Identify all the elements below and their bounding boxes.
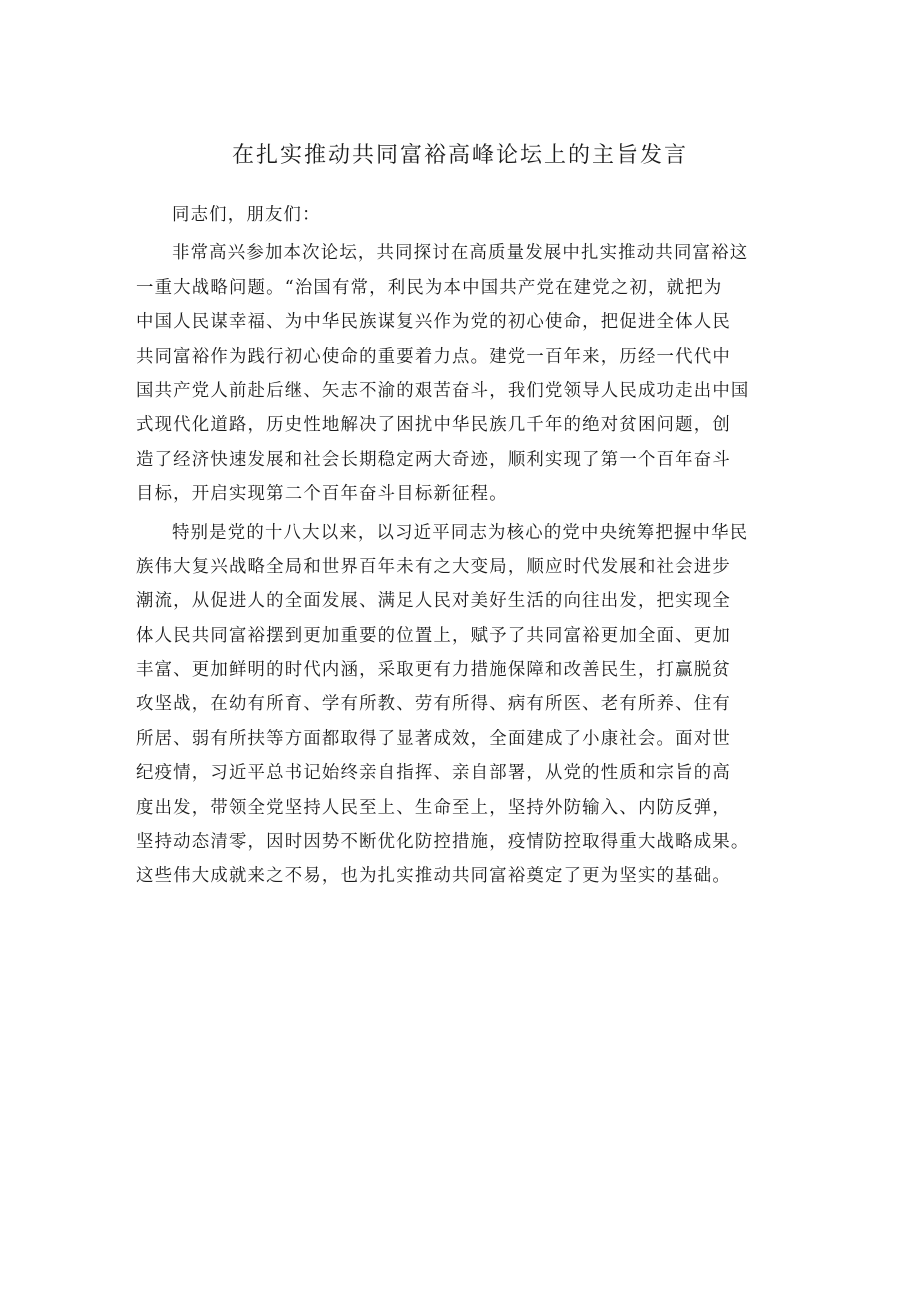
paragraph-line: 所居、弱有所扶等方面都取得了显著成效，全面建成了小康社会。面对世 (136, 728, 731, 749)
paragraph-line: 造了经济快速发展和社会长期稳定两大奇迹，顺利实现了第一个百年奋斗 (136, 449, 731, 470)
paragraph-line: 非常高兴参加本次论坛，共同探讨在高质量发展中扎实推动共同富裕这 (172, 243, 749, 264)
paragraph-line: 特别是党的十八大以来，以习近平同志为核心的党中央统筹把握中华民 (172, 522, 749, 543)
paragraph-line: 坚持动态清零，因时因势不断优化防控措施，疫情防控取得重大战略成果。 (136, 832, 750, 853)
paragraph-line: 一重大战略问题。“治国有常，利民为本中国共产党在建党之初，就把为 (136, 277, 723, 298)
paragraph-1 (136, 236, 796, 511)
paragraph-line: 体人民共同富裕摆到更加重要的位置上，赋予了共同富裕更加全面、更加 (136, 625, 731, 646)
paragraph-line: 中国人民谋幸福、为中华民族谋复兴作为党的初心使命，把促进全体人民 (136, 312, 731, 333)
document-body (136, 198, 796, 894)
paragraph-line: 族伟大复兴战略全局和世界百年未有之大变局，顺应时代发展和社会进步 (136, 556, 731, 577)
paragraph-line: 攻坚战，在幼有所育、学有所教、劳有所得、病有所医、老有所养、住有 (136, 694, 731, 715)
paragraph-2 (136, 516, 796, 894)
paragraph-line: 潮流，从促进人的全面发展、满足人民对美好生活的向往出发，把实现全 (136, 591, 731, 612)
paragraph-line: 目标，开启实现第二个百年奋斗目标新征程。 (136, 484, 508, 505)
paragraph-line: 度出发，带领全党坚持人民至上、生命至上，坚持外防输入、内防反弹， (136, 797, 731, 818)
paragraph-line: 共同富裕作为践行初心使命的重要着力点。建党一百年来，历经一代代中 (136, 346, 731, 367)
paragraph-line: 纪疫情，习近平总书记始终亲自指挥、亲自部署，从党的性质和宗旨的高 (136, 763, 731, 784)
document-title: 在扎实推动共同富裕高峰论坛上的主旨发言 (231, 143, 688, 168)
paragraph-line: 这些伟大成就来之不易，也为扎实推动共同富裕奠定了更为坚实的基础。 (136, 866, 731, 887)
paragraph-line: 丰富、更加鲜明的时代内涵，采取更有力措施保障和改善民生，打赢脱贫 (136, 660, 731, 681)
paragraph-line: 国共产党人前赴后继、矢志不渝的艰苦奋斗，我们党领导人民成功走出中国 (136, 380, 750, 401)
salutation: 同志们，朋友们： (172, 205, 321, 225)
paragraph-line: 式现代化道路，历史性地解决了困扰中华民族几千年的绝对贫困问题，创 (136, 415, 731, 436)
